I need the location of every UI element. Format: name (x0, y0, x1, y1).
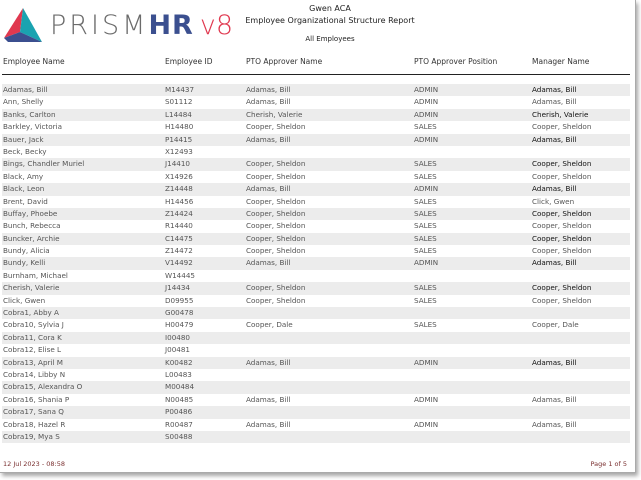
cell-manager-name: Cooper, Dale (532, 320, 579, 330)
cell-manager-name: Adamas, Bill (532, 97, 577, 107)
cell-manager-name: Cooper, Sheldon (532, 221, 592, 231)
cell-employee-name: Bundy, Alicia (3, 246, 50, 256)
cell-employee-name: Ann, Shelly (3, 97, 44, 107)
table-row (2, 282, 630, 294)
cell-manager-name: Click, Gwen (532, 196, 575, 206)
table-row (2, 208, 630, 220)
cell-employee-name: Black, Leon (3, 184, 45, 194)
cell-employee-name: Buncker, Archie (3, 233, 60, 243)
report-table (2, 84, 630, 443)
cell-employee-name: Cobra19, Mya S (3, 431, 60, 441)
cell-employee-name: Adamas, Bill (3, 85, 48, 94)
cell-employee-name: Bauer, Jack (3, 134, 44, 144)
cell-pto-approver-position: SALES (414, 246, 437, 256)
table-row (2, 419, 630, 431)
cell-employee-name: Cobra11, Cora K (3, 332, 62, 342)
cell-pto-approver-name: Cooper, Sheldon (246, 283, 306, 293)
cell-employee-id: C14475 (165, 233, 193, 243)
cell-employee-name: Buffay, Phoebe (3, 208, 58, 218)
cell-pto-approver-name: Cooper, Sheldon (246, 221, 306, 231)
cell-employee-name: Cobra18, Hazel R (3, 419, 66, 429)
table-row (2, 84, 630, 96)
cell-employee-id: K00482 (165, 357, 193, 367)
cell-employee-name: Cobra13, April M (3, 357, 63, 367)
cell-pto-approver-name: Adamas, Bill (246, 419, 291, 429)
cell-employee-id: P00486 (165, 407, 193, 417)
report-subtitle: All Employees (305, 35, 355, 43)
table-row (2, 344, 630, 356)
table-row (2, 245, 630, 257)
cell-employee-id: H14480 (165, 122, 194, 132)
table-row (2, 394, 630, 406)
cell-employee-id: J14434 (165, 283, 190, 293)
page-indicator: Page 1 of 5 (590, 460, 627, 468)
cell-employee-id: M00484 (165, 382, 195, 392)
cell-manager-name: Cooper, Sheldon (532, 233, 592, 243)
cell-pto-approver-position: SALES (414, 233, 437, 243)
table-row (2, 270, 630, 282)
prism-triangle-icon (4, 8, 42, 42)
table-row (2, 431, 630, 443)
cell-employee-name: Brent, David (3, 196, 48, 206)
cell-pto-approver-name: Adamas, Bill (246, 85, 291, 94)
table-row (2, 381, 630, 393)
cell-employee-id: Z14448 (165, 184, 193, 194)
cell-pto-approver-position: SALES (414, 283, 437, 293)
cell-pto-approver-name: Adamas, Bill (246, 97, 291, 107)
cell-pto-approver-name: Adamas, Bill (246, 184, 291, 194)
cell-pto-approver-position: SALES (414, 208, 437, 218)
cell-employee-id: D09955 (165, 295, 194, 305)
cell-pto-approver-name: Adamas, Bill (246, 394, 291, 404)
cell-employee-id: X12493 (165, 146, 193, 156)
cell-employee-id: L00483 (165, 369, 192, 379)
cell-manager-name: Cooper, Sheldon (532, 171, 592, 181)
cell-pto-approver-name: Adamas, Bill (246, 357, 291, 367)
col-pto-approver-name: PTO Approver Name (246, 57, 323, 66)
cell-pto-approver-name: Cooper, Sheldon (246, 171, 306, 181)
cell-manager-name: Adamas, Bill (532, 394, 577, 404)
cell-employee-id: I00480 (165, 332, 190, 342)
cell-pto-approver-position: ADMIN (414, 85, 439, 94)
cell-manager-name: Cooper, Sheldon (532, 122, 592, 132)
table-row (2, 332, 630, 344)
cell-manager-name: Adamas, Bill (532, 85, 577, 94)
cell-pto-approver-position: ADMIN (414, 184, 439, 194)
logo-hr: HR (148, 9, 194, 41)
table-row (2, 307, 630, 319)
cell-pto-approver-position: ADMIN (414, 258, 439, 268)
cell-pto-approver-name: Cherish, Valerie (246, 109, 303, 119)
cell-manager-name: Cooper, Sheldon (532, 159, 592, 169)
cell-pto-approver-position: SALES (414, 320, 437, 330)
cell-employee-id: R00487 (165, 419, 193, 429)
cell-employee-id: J00481 (165, 345, 190, 355)
cell-pto-approver-name: Cooper, Sheldon (246, 159, 306, 169)
table-row (2, 171, 630, 183)
cell-pto-approver-position: ADMIN (414, 394, 439, 404)
cell-pto-approver-name: Cooper, Dale (246, 320, 293, 330)
cell-employee-name: Bunch, Rebecca (3, 221, 61, 231)
cell-employee-name: Bings, Chandler Muriel (3, 159, 85, 169)
cell-pto-approver-position: SALES (414, 159, 437, 169)
logo-version: v8 (199, 9, 234, 41)
cell-manager-name: Adamas, Bill (532, 357, 577, 367)
cell-manager-name: Cooper, Sheldon (532, 295, 592, 305)
cell-pto-approver-name: Cooper, Sheldon (246, 246, 306, 256)
cell-pto-approver-position: ADMIN (414, 134, 439, 144)
header-divider (2, 74, 630, 75)
cell-employee-id: H00479 (165, 320, 194, 330)
table-row (2, 96, 630, 108)
col-pto-approver-position: PTO Approver Position (414, 57, 498, 66)
cell-employee-name: Cobra15, Alexandra O (3, 382, 83, 392)
cell-pto-approver-position: ADMIN (414, 97, 439, 107)
cell-pto-approver-position: ADMIN (414, 109, 439, 119)
cell-pto-approver-name: Adamas, Bill (246, 258, 291, 268)
cell-pto-approver-name: Cooper, Sheldon (246, 196, 306, 206)
cell-employee-id: S01112 (165, 97, 193, 107)
cell-manager-name: Adamas, Bill (532, 419, 577, 429)
cell-manager-name: Cooper, Sheldon (532, 246, 592, 256)
cell-employee-name: Cherish, Valerie (3, 283, 60, 293)
table-row (2, 233, 630, 245)
cell-employee-id: N00485 (165, 394, 194, 404)
cell-employee-id: Z14472 (165, 246, 193, 256)
cell-employee-id: W14445 (165, 270, 195, 280)
cell-employee-id: P14415 (165, 134, 193, 144)
cell-employee-id: S00488 (165, 431, 193, 441)
logo-prism: PRISM (50, 9, 149, 41)
cell-employee-id: V14492 (165, 258, 193, 268)
table-row (2, 257, 630, 269)
cell-employee-id: R14440 (165, 221, 193, 231)
cell-pto-approver-position: SALES (414, 196, 437, 206)
table-row (2, 134, 630, 146)
table-row (2, 220, 630, 232)
cell-employee-id: H14456 (165, 196, 194, 206)
cell-manager-name: Adamas, Bill (532, 258, 577, 268)
cell-employee-name: Cobra16, Shania P (3, 394, 70, 404)
cell-pto-approver-position: SALES (414, 295, 437, 305)
cell-employee-name: Banks, Carlton (3, 109, 56, 119)
cell-employee-name: Barkley, Victoria (3, 122, 62, 132)
cell-employee-name: Black, Amy (3, 171, 44, 181)
table-row (2, 121, 630, 133)
table-row (2, 319, 630, 331)
table-row (2, 295, 630, 307)
cell-employee-name: Cobra10, Sylvia J (3, 320, 64, 330)
col-manager-name: Manager Name (532, 57, 590, 66)
cell-manager-name: Adamas, Bill (532, 134, 577, 144)
cell-pto-approver-position: ADMIN (414, 357, 439, 367)
report-title: Employee Organizational Structure Report (245, 16, 415, 25)
cell-employee-name: Beck, Becky (3, 146, 47, 156)
table-row (2, 158, 630, 170)
cell-employee-id: M14437 (165, 85, 195, 94)
cell-employee-id: L14484 (165, 109, 192, 119)
cell-employee-name: Cobra12, Elise L (3, 345, 62, 355)
table-row (2, 369, 630, 381)
cell-employee-name: Bundy, Kelli (3, 258, 46, 268)
cell-pto-approver-name: Adamas, Bill (246, 134, 291, 144)
col-employee-name: Employee Name (3, 57, 65, 66)
cell-pto-approver-name: Cooper, Sheldon (246, 295, 306, 305)
cell-employee-name: Burnham, Michael (3, 270, 68, 280)
cell-manager-name: Cherish, Valerie (532, 109, 589, 119)
cell-employee-id: X14926 (165, 171, 193, 181)
cell-manager-name: Cooper, Sheldon (532, 283, 592, 293)
cell-pto-approver-name: Cooper, Sheldon (246, 208, 306, 218)
table-row (2, 109, 630, 121)
cell-employee-id: G00478 (165, 308, 194, 318)
cell-employee-name: Cobra17, Sana Q (3, 407, 64, 417)
cell-pto-approver-position: SALES (414, 122, 437, 132)
cell-manager-name: Adamas, Bill (532, 184, 577, 194)
table-row (2, 357, 630, 369)
cell-employee-name: Cobra14, Libby N (3, 369, 66, 379)
cell-employee-id: J14410 (165, 159, 190, 169)
cell-pto-approver-name: Cooper, Sheldon (246, 233, 306, 243)
cell-manager-name: Cooper, Sheldon (532, 208, 592, 218)
cell-employee-name: Cobra1, Abby A (3, 308, 59, 318)
cell-employee-name: Click, Gwen (3, 295, 46, 305)
cell-pto-approver-position: ADMIN (414, 419, 439, 429)
table-row (2, 406, 630, 418)
table-row (2, 196, 630, 208)
prismhr-logo (4, 8, 233, 42)
table-row (2, 146, 630, 158)
cell-pto-approver-name: Cooper, Sheldon (246, 122, 306, 132)
col-employee-id: Employee ID (165, 57, 213, 66)
table-row (2, 183, 630, 195)
cell-pto-approver-position: SALES (414, 221, 437, 231)
cell-pto-approver-position: SALES (414, 171, 437, 181)
report-timestamp: 12 Jul 2023 - 08:58 (3, 460, 65, 468)
cell-employee-id: Z14424 (165, 208, 193, 218)
company-name: Gwen ACA (309, 4, 351, 13)
